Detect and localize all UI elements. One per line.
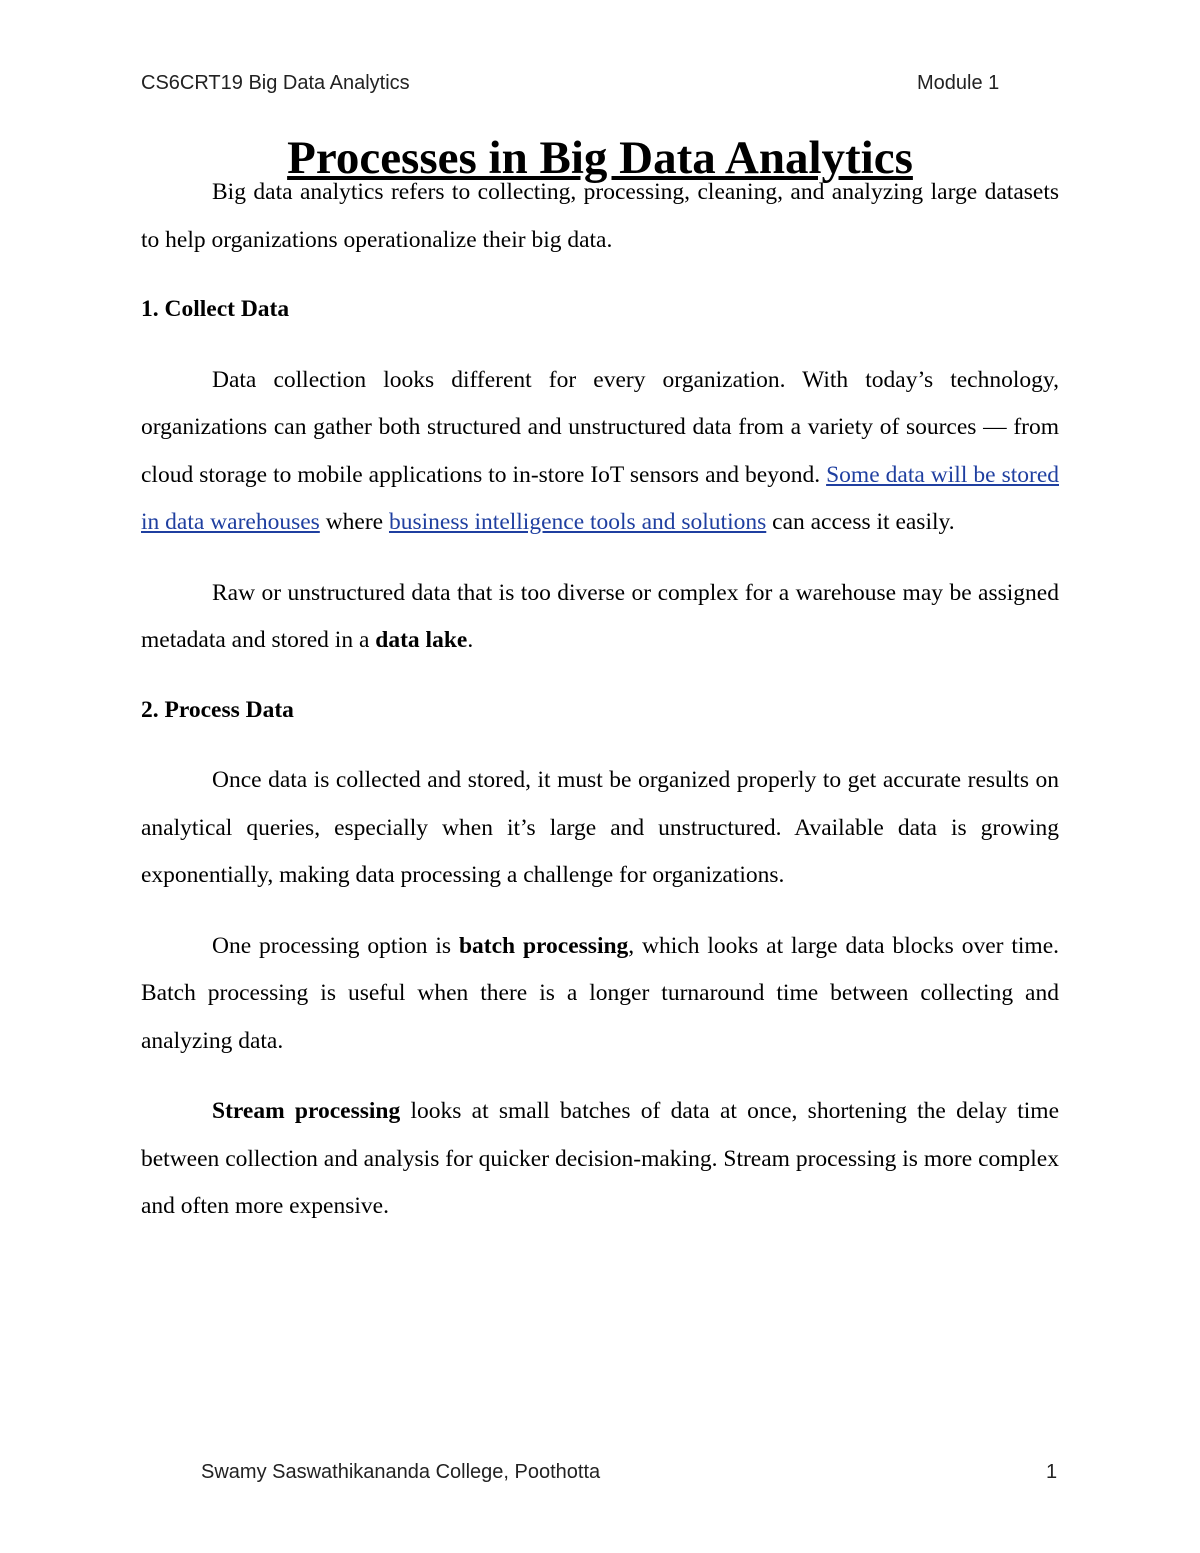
collect-data-paragraph-1 — [141, 357, 1059, 547]
stream-text-end: looks at small batches of data at once, shortening the delay time between collection and analysis for quicker decision-making. Stream processing is more complex and often more expensive. — [141, 1098, 1059, 1219]
document-body — [141, 132, 1059, 1231]
intro-paragraph: Big data analytics refers to collecting, processing, cleaning, and analyzing large datasets to help organizations operationalize their big data. — [141, 179, 1059, 253]
data-warehouses-link[interactable]: Some data will be stored in data warehouses — [141, 461, 1059, 535]
batch-processing-term: batch processing — [458, 932, 629, 959]
data-lake-text-end: . — [467, 627, 474, 653]
data-lake-text-start: Raw or unstructured data that is too diverse or complex for a warehouse may be assigned metadata and stored in a — [141, 579, 1059, 653]
process-data-paragraph-1: Once data is collected and stored, it must be organized properly to get accurate results on analytical queries, especially when it’s large and unstructured. Available data is growing exponentially, making data processing a challenge for organizations. — [141, 767, 1059, 888]
header-course-title: CS6CRT19 Big Data Analytics — [141, 72, 410, 94]
batch-text-start: One processing option is — [212, 932, 459, 959]
stream-processing-term: Stream processing — [212, 1098, 401, 1124]
section-heading-collect-data: 1. Collect Data — [141, 296, 290, 322]
data-lake-term: data lake — [375, 627, 468, 653]
collect-data-text-mid: where — [319, 509, 389, 535]
collect-data-text-end: can access it easily. — [766, 509, 955, 535]
business-intelligence-link[interactable]: business intelligence tools and solutions — [388, 509, 767, 535]
section-heading-process-data: 2. Process Data — [141, 696, 294, 723]
stream-processing-paragraph — [141, 1088, 1059, 1231]
batch-text-end: , which looks at large data blocks over time. Batch processing is useful when there is a longer turnaround time between collecting and analyzing data. — [141, 932, 1059, 1054]
footer-college-name: Swamy Saswathikananda College, Poothotta — [201, 1461, 601, 1483]
collect-data-text-start: Data collection looks different for every organization. With today’s technology, organizations can gather both structured and unstructured data from a variety of sources — from cloud storage to mobile applications to in-store IoT sensors and beyond. — [141, 366, 1059, 488]
collect-data-paragraph-2 — [141, 570, 1059, 665]
batch-processing-paragraph — [141, 923, 1059, 1066]
header-module-label: Module 1 — [917, 72, 1000, 94]
page-title: Processes in Big Data Analytics — [287, 132, 913, 184]
footer-page-number: 1 — [1046, 1461, 1058, 1483]
